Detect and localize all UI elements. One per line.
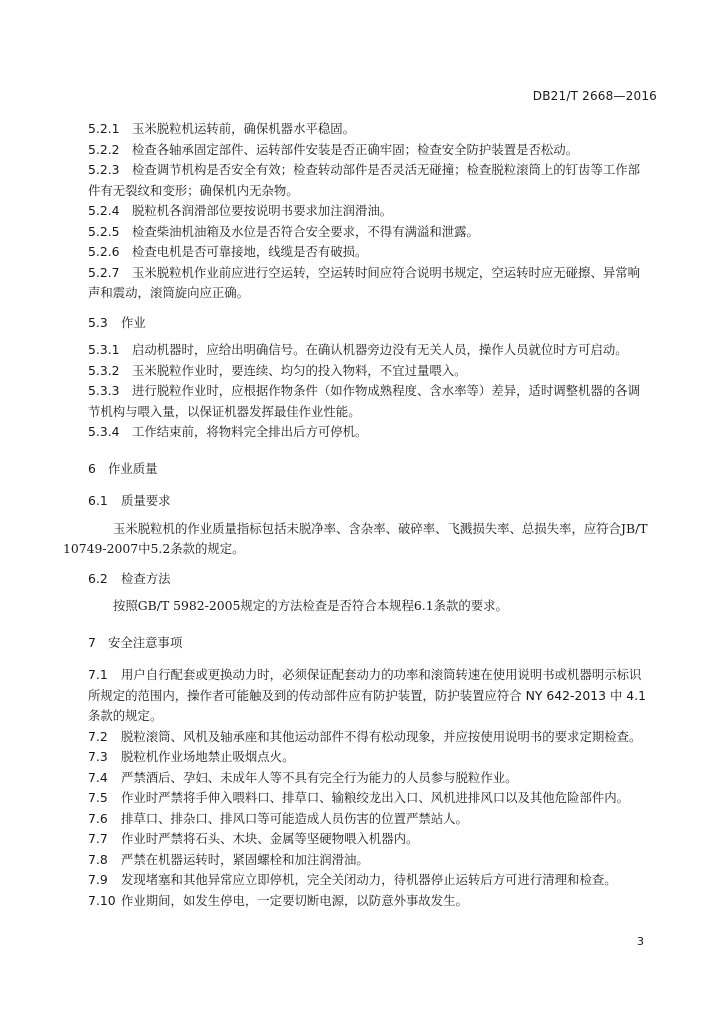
clause-number: 5.2.2	[88, 141, 120, 157]
clause-5-2-5	[88, 222, 658, 243]
clause-7-10	[88, 891, 658, 912]
clause-number: 7.9	[88, 872, 108, 887]
clause-text-continued: 条款的规定。	[88, 708, 163, 723]
section-number: 6	[88, 460, 96, 476]
clause-text: 严禁在机器运转时，紧固螺栓和加注润滑油。	[121, 851, 369, 867]
clause-number: 7.4	[88, 769, 108, 785]
clause-7-1	[88, 665, 658, 727]
clause-number: 7.2	[88, 728, 108, 744]
clause-5-3-1	[88, 340, 658, 361]
clause-text: 严禁酒后、孕妇、未成年人等不具有完全行为能力的人员参与脱粒作业。	[121, 769, 518, 785]
clause-number: 7.5	[88, 790, 108, 805]
clause-text: 作业时严禁将石头、木块、金属等坚硬物喂入机器内。	[121, 831, 419, 846]
clause-5-2-6	[88, 242, 658, 263]
clause-5-2-1	[88, 119, 658, 140]
clause-text-continued: 声和震动，滚筒旋向应正确。	[88, 285, 250, 300]
section-heading-5-3	[88, 313, 658, 334]
clause-number: 5.2.3	[88, 162, 120, 177]
section-heading-6-1	[88, 491, 658, 512]
clause-text-continued: 件有无裂纹和变形；确保机内无杂物。	[88, 182, 299, 198]
section-title: 作业质量	[108, 460, 158, 476]
clause-text: 脱粒滚筒、风机及轴承座和其他运动部件不得有松动现象，并应按使用说明书的要求定期检查。	[121, 728, 642, 744]
standard-code: DB21/T 2668—2016	[532, 89, 657, 103]
clause-5-2-2	[88, 140, 658, 161]
clause-text: 排草口、排杂口、排风口等可能造成人员伤害的位置严禁站人。	[121, 810, 468, 826]
clause-number: 5.2.7	[88, 264, 120, 280]
clause-text: 作业期间，如发生停电，一定要切断电源，以防意外事故发生。	[121, 892, 468, 908]
clause-text: 玉米脱粒作业时，要连续、均匀的投入物料，不宜过量喂入。	[132, 362, 467, 378]
section-number: 6.2	[88, 570, 108, 586]
clause-5-3-3	[88, 381, 658, 422]
clause-number: 7.6	[88, 810, 108, 826]
clause-text: 玉米脱粒机运转前，确保机器水平稳固。	[132, 121, 356, 136]
clause-text: 工作结束前，将物料完全排出后方可停机。	[132, 424, 368, 439]
clause-7-6	[88, 809, 658, 830]
clause-number: 5.2.4	[88, 203, 120, 218]
clause-text: 脱粒机作业场地禁止吸烟点火。	[121, 749, 295, 764]
clause-text: 发现堵塞和其他异常应立即停机，完全关闭动力，待机器停止运转后方可进行清理和检查。	[121, 872, 617, 887]
section-heading-6-2	[88, 569, 658, 590]
clause-7-5	[88, 788, 658, 809]
clause-5-3-4	[88, 422, 658, 443]
paragraph-line: 10749-2007中5.2条款的规定。	[63, 541, 245, 556]
section-number: 7	[88, 634, 96, 650]
clause-number: 5.2.6	[88, 244, 120, 259]
clause-number: 5.3.2	[88, 362, 120, 378]
section-title: 作业	[121, 314, 146, 330]
clause-number: 5.3.3	[88, 383, 120, 398]
clause-7-9	[88, 870, 658, 891]
clause-7-3	[88, 747, 658, 768]
clause-7-8	[88, 850, 658, 871]
clause-number: 7.7	[88, 831, 108, 846]
clause-7-2	[88, 727, 658, 748]
clause-number: 5.2.5	[88, 223, 120, 239]
clause-text: 检查各轴承固定部件、运转部件安装是否正确牢固；检查安全防护装置是否松动。	[132, 141, 579, 157]
clause-text-continued: 所规定的范围内，操作者可能触及到的传动部件应有防护装置，防护装置应符合 NY 642-2013 中 4.1	[88, 687, 647, 703]
section-number: 5.3	[88, 314, 108, 330]
page-number: 3	[637, 935, 644, 948]
section-heading-6	[88, 459, 658, 480]
paragraph-line: 玉米脱粒机的作业质量指标包括未脱净率、含杂率、破碎率、飞溅损失率、总损失率，应符合JB/T	[113, 520, 648, 536]
inspection-method-paragraph: 按照GB/T 5982-2005规定的方法检查是否符合本规程6.1条款的要求。	[113, 598, 508, 613]
section-number: 6.1	[88, 493, 108, 508]
clause-5-2-4	[88, 201, 658, 222]
clause-5-2-3	[88, 160, 658, 201]
clause-text: 检查柴油机油箱及水位是否符合安全要求，不得有满溢和泄露。	[132, 223, 479, 239]
clause-number: 7.10	[88, 892, 116, 908]
clause-number: 5.3.4	[88, 424, 120, 439]
section-heading-7	[88, 633, 658, 654]
section-title: 质量要求	[121, 493, 171, 508]
section-title: 安全注意事项	[108, 634, 183, 650]
clause-text: 作业时严禁将手伸入喂料口、排草口、输粮绞龙出入口、风机进排风口以及其他危险部件内。	[121, 790, 630, 805]
clause-text: 玉米脱粒机作业前应进行空运转，空运转时间应符合说明书规定，空运转时应无碰擦、异常响	[132, 264, 641, 280]
clause-text: 进行脱粒作业时，应根据作物条件（如作物成熟程度、含水率等）差异，适时调整机器的各调	[132, 383, 641, 398]
clause-7-4	[88, 768, 658, 789]
clause-5-3-2	[88, 361, 658, 382]
section-title: 检查方法	[121, 570, 171, 586]
clause-number: 7.3	[88, 749, 108, 764]
clause-number: 5.2.1	[88, 121, 120, 136]
clause-number: 5.3.1	[88, 342, 120, 357]
clause-text: 检查电机是否可靠接地，线缆是否有破损。	[132, 244, 368, 259]
document-body	[63, 119, 658, 911]
clause-text: 检查调节机构是否安全有效；检查转动部件是否灵活无碰撞；检查脱粒滚筒上的钉齿等工作部	[132, 162, 641, 177]
clause-text: 用户自行配套或更换动力时，必须保证配套动力的功率和滚筒转速在使用说明书或机器明示标识	[121, 667, 642, 682]
quality-requirement-paragraph	[63, 519, 658, 560]
clause-number: 7.8	[88, 851, 108, 867]
clause-text: 启动机器时，应给出明确信号。在确认机器旁边没有无关人员，操作人员就位时方可启动。	[132, 342, 628, 357]
clause-text: 脱粒机各润滑部位要按说明书要求加注润滑油。	[132, 203, 393, 218]
clause-7-7	[88, 829, 658, 850]
clause-text-continued: 节机构与喂入量，以保证机器发挥最佳作业性能。	[88, 403, 361, 419]
clause-number: 7.1	[88, 667, 108, 682]
clause-5-2-7	[88, 263, 658, 304]
